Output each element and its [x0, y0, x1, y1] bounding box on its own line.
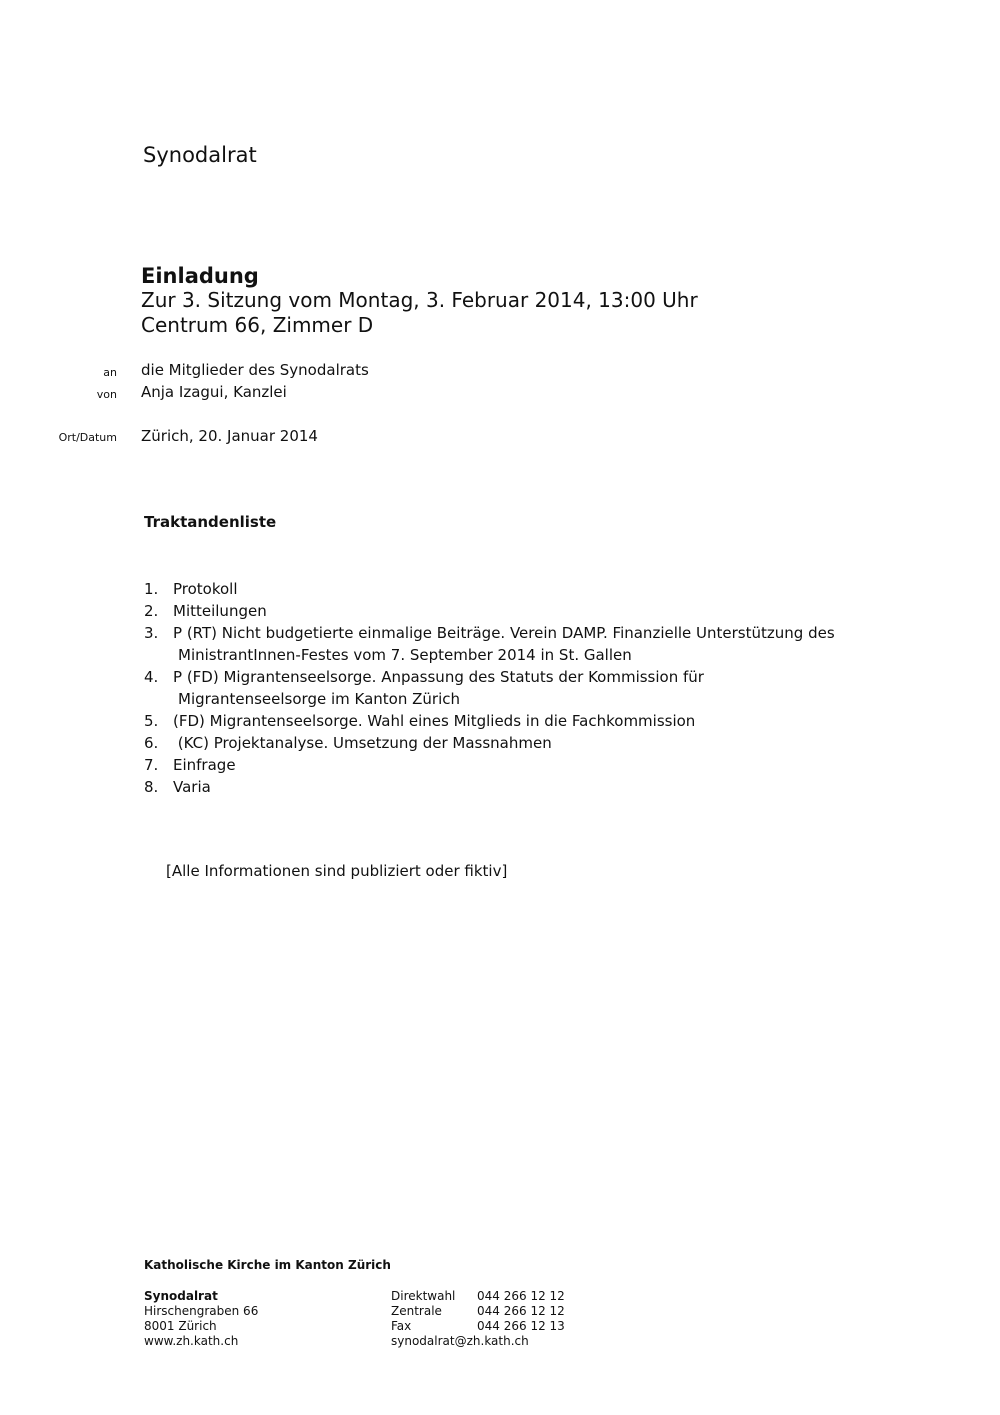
footer-church-name: Katholische Kirche im Kanton Zürich [144, 1258, 391, 1272]
agenda-item-text: P (FD) Migrantenseelsorge. Anpassung des Statuts der Kommission für [173, 668, 704, 686]
agenda-item [144, 666, 835, 710]
agenda-item [144, 600, 835, 622]
footer-zentrale-label: Zentrale [391, 1304, 442, 1318]
footer-fax-label: Fax [391, 1319, 412, 1333]
footer-contact-values [477, 1289, 565, 1334]
invitation-title: Einladung [141, 264, 259, 288]
disclaimer-note: [Alle Informationen sind publiziert oder fiktiv] [166, 862, 508, 880]
footer-email-link[interactable]: synodalrat@zh.kath.ch [391, 1334, 529, 1348]
agenda-item-text: (KC) Projektanalyse. Umsetzung der Massnahmen [173, 734, 552, 752]
footer-street: Hirschengraben 66 [144, 1304, 259, 1318]
sender-label: von [96, 388, 117, 401]
agenda-item-text: P (RT) Nicht budgetierte einmalige Beiträge. Verein DAMP. Finanzielle Unterstützung des [173, 624, 835, 642]
agenda-item-number: 3. [144, 624, 159, 642]
invitation-location: Centrum 66, Zimmer D [141, 313, 374, 337]
agenda-item-text: Protokoll [173, 580, 238, 598]
agenda-item [144, 710, 835, 732]
agenda-item-number: 5. [144, 712, 159, 730]
agenda-item-number: 1. [144, 580, 159, 598]
agenda-item-number: 6. [144, 734, 159, 752]
place-date-label: Ort/Datum [58, 431, 117, 444]
footer-address [144, 1289, 258, 1349]
agenda-item [144, 622, 835, 666]
invitation-meeting: Zur 3. Sitzung vom Montag, 3. Februar 2014, 13:00 Uhr [141, 288, 698, 312]
footer-zentrale-value: 044 266 12 12 [477, 1304, 565, 1318]
agenda-item-text: (FD) Migrantenseelsorge. Wahl eines Mitglieds in die Fachkommission [173, 712, 696, 730]
footer-city: 8001 Zürich [144, 1319, 217, 1333]
footer-fax-value: 044 266 12 13 [477, 1319, 565, 1333]
recipient-label: an [103, 366, 117, 379]
footer-direktwahl-label: Direktwahl [391, 1289, 456, 1303]
footer-website-link[interactable]: www.zh.kath.ch [144, 1334, 239, 1348]
agenda-item-number: 2. [144, 602, 159, 620]
agenda-item-text: Einfrage [173, 756, 236, 774]
sender-value: Anja Izagui, Kanzlei [141, 383, 287, 401]
agenda-item-number: 4. [144, 668, 159, 686]
footer-office: Synodalrat [144, 1289, 218, 1303]
agenda-item-number: 7. [144, 756, 159, 774]
agenda-list [144, 578, 835, 798]
agenda-heading: Traktandenliste [144, 513, 277, 531]
recipient-value: die Mitglieder des Synodalrats [141, 361, 369, 379]
organization-name: Synodalrat [143, 143, 257, 167]
agenda-item-continuation: MinistrantInnen-Festes vom 7. September 2014 in St. Gallen [178, 646, 632, 664]
footer-direktwahl-value: 044 266 12 12 [477, 1289, 565, 1303]
agenda-item-continuation: Migrantenseelsorge im Kanton Zürich [178, 690, 460, 708]
agenda-item [144, 776, 835, 798]
agenda-item [144, 578, 835, 600]
place-date-value: Zürich, 20. Januar 2014 [141, 427, 318, 445]
agenda-item-text: Mitteilungen [173, 602, 267, 620]
agenda-item [144, 732, 835, 754]
agenda-item [144, 754, 835, 776]
agenda-item-number: 8. [144, 778, 159, 796]
agenda-item-text: Varia [173, 778, 211, 796]
